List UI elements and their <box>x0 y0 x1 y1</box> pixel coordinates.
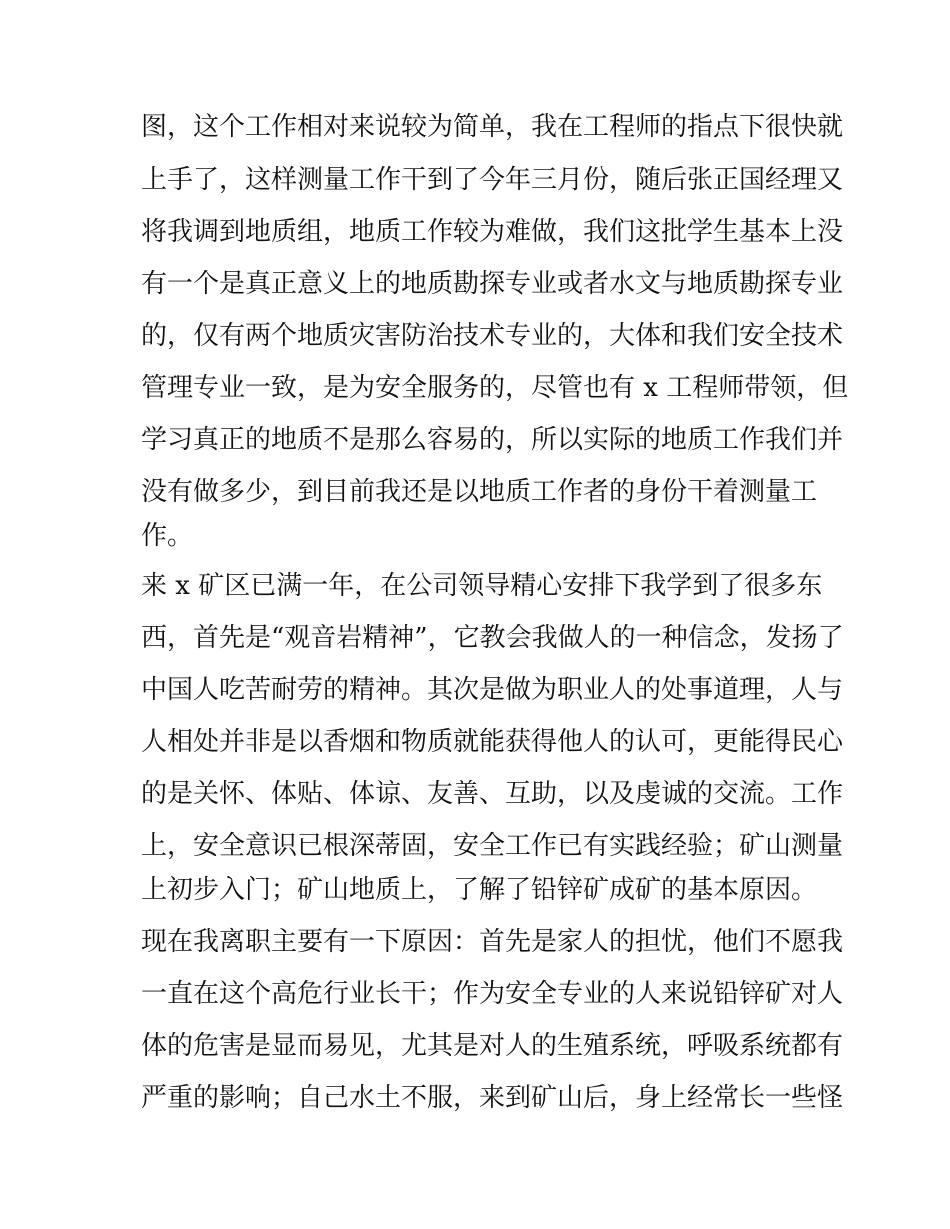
text-line: 将我调到地质组，地质工作较为难做，我们这批学生基本上没 <box>141 217 844 247</box>
text-line: 的是关怀、体贴、体谅、友善、互助，以及虔诚的交流。工作 <box>141 779 844 809</box>
paragraph-start-line: 现在我离职主要有一下原因：首先是家人的担忧，他们不愿我 <box>141 927 844 957</box>
text-line: 作。 <box>141 521 194 551</box>
text-line: 严重的影响；自己水土不服，来到矿山后，身上经常长一些怪 <box>141 1083 844 1113</box>
text-line: 一直在这个高危行业长干；作为安全专业的人来说铅锌矿对人 <box>141 979 844 1009</box>
text-line: 上手了，这样测量工作干到了今年三月份，随后张正国经理又 <box>141 165 844 195</box>
text-line: 体的危害是显而易见，尤其是对人的生殖系统，呼吸系统都有 <box>141 1031 844 1061</box>
text-line: 图，这个工作相对来说较为简单，我在工程师的指点下很快就 <box>141 112 844 142</box>
text-line: 西，首先是“观音岩精神”，它教会我做人的一种信念，发扬了 <box>141 623 844 653</box>
paragraph-start-line: 来 x 矿区已满一年，在公司领导精心安排下我学到了很多东 <box>141 571 823 601</box>
text-line: 上，安全意识已根深蒂固，安全工作已有实践经验；矿山测量 <box>141 831 844 861</box>
text-line: 中国人吃苦耐劳的精神。其次是做为职业人的处事道理，人与 <box>141 675 844 705</box>
text-line: 没有做多少，到目前我还是以地质工作者的身份干着测量工 <box>141 477 818 507</box>
text-line: 上初步入门；矿山地质上，了解了铅锌矿成矿的基本原因。 <box>141 875 818 905</box>
text-line: 学习真正的地质不是那么容易的，所以实际的地质工作我们并 <box>141 425 844 455</box>
text-line: 的，仅有两个地质灾害防治技术专业的，大体和我们安全技术 <box>141 321 844 351</box>
text-line: 人相处并非是以香烟和物质就能获得他人的认可，更能得民心 <box>141 727 844 757</box>
text-line: 有一个是真正意义上的地质勘探专业或者水文与地质勘探专业 <box>141 269 844 299</box>
text-line: 管理专业一致，是为安全服务的，尽管也有 x 工程师带领，但 <box>141 373 849 403</box>
